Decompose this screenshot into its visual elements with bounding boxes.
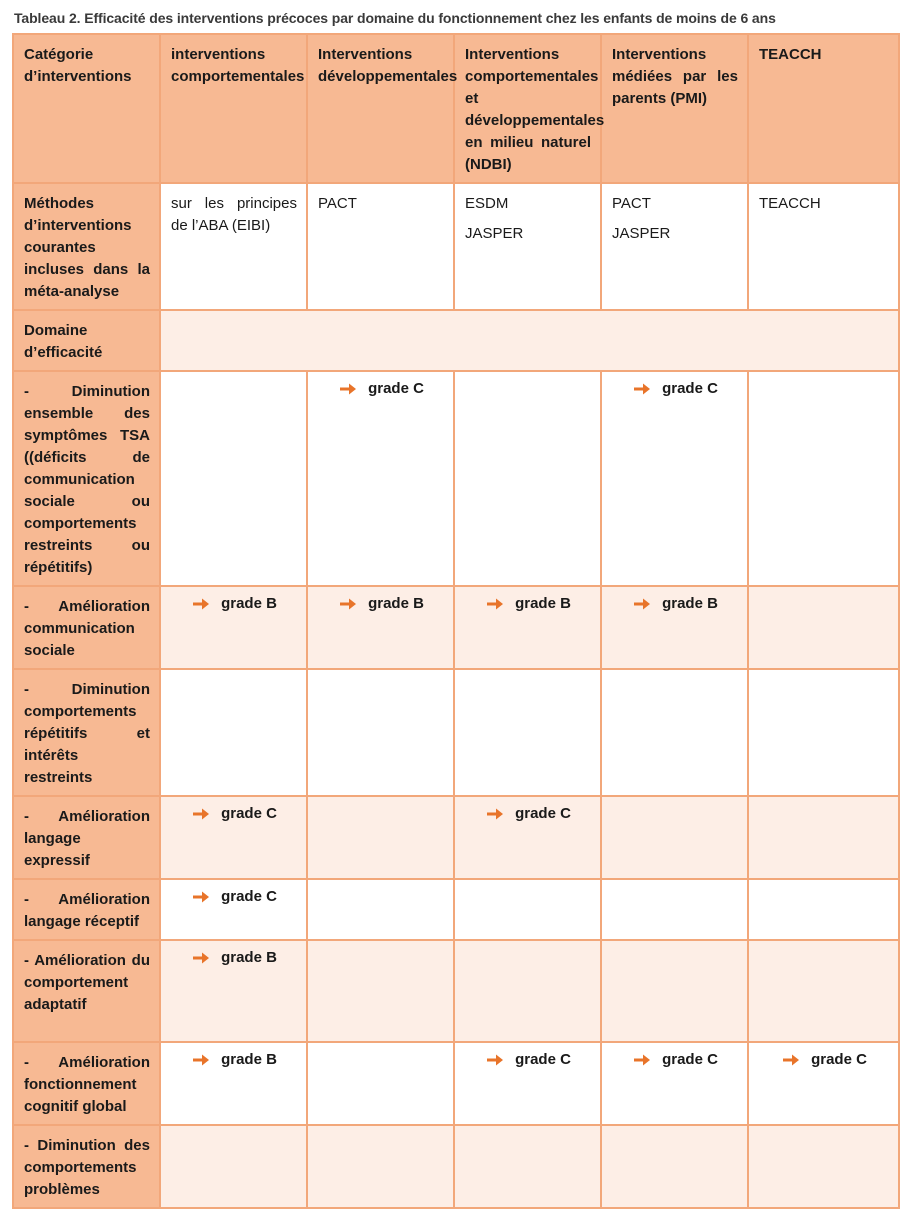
grade-text: grade B <box>221 595 277 612</box>
arrow-right-icon <box>632 1052 652 1068</box>
grade-cell <box>748 879 899 940</box>
methods-cell <box>748 183 899 310</box>
grade-text: grade C <box>662 1051 718 1068</box>
grade-cell <box>454 1125 601 1208</box>
grade-cell <box>748 371 899 586</box>
grade-cell <box>307 586 454 669</box>
grade-badge <box>171 593 297 615</box>
grade-cell <box>307 796 454 879</box>
method-name: JASPER <box>612 225 671 242</box>
grade-badge <box>612 1049 738 1071</box>
arrow-right-icon <box>632 381 652 397</box>
method-name: ESDM <box>465 195 509 212</box>
grade-badge <box>171 947 297 969</box>
domain-row-8 <box>13 1125 899 1208</box>
grade-cell <box>160 940 307 1042</box>
grade-cell <box>160 1042 307 1125</box>
header-category: Catégorie d’interventions <box>13 34 160 183</box>
grade-cell <box>454 586 601 669</box>
grade-badge <box>465 803 591 825</box>
table-caption: Tableau 2. Efficacité des interventions précoces par domaine du fonctionnement chez les enfants de moins de 6 ans <box>14 10 776 26</box>
grade-badge <box>318 378 444 400</box>
arrow-right-icon <box>191 889 211 905</box>
grade-cell <box>160 879 307 940</box>
grade-cell <box>748 796 899 879</box>
grade-cell <box>307 1042 454 1125</box>
method-name: PACT <box>318 195 357 212</box>
domain-row-1 <box>13 371 899 586</box>
header-col-developmental: Interventions développementales <box>307 34 454 183</box>
grade-text: grade B <box>515 595 571 612</box>
grade-badge <box>318 593 444 615</box>
domain-row-5 <box>13 879 899 940</box>
grade-cell <box>748 940 899 1042</box>
grade-text: grade B <box>662 595 718 612</box>
domain-row-6 <box>13 940 899 1042</box>
arrow-right-icon <box>781 1052 801 1068</box>
methods-cell <box>160 183 307 310</box>
grade-text: grade C <box>221 805 277 822</box>
header-col-pmi: Interventions médiées par les parents (PMI) <box>601 34 748 183</box>
domain-row-label: - Diminution des comportements problèmes <box>13 1125 160 1208</box>
methods-label: Méthodes d’interventions courantes incluses dans la méta-analyse <box>13 183 160 310</box>
grade-badge <box>171 803 297 825</box>
grade-text: grade C <box>515 805 571 822</box>
domain-row-4 <box>13 796 899 879</box>
grade-badge <box>171 886 297 908</box>
grade-cell <box>454 669 601 796</box>
header-col-ndbi: Interventions comportementales et développementales en milieu naturel (NDBI) <box>454 34 601 183</box>
domain-label: Domaine d’efficacité <box>13 310 160 371</box>
grade-cell <box>454 940 601 1042</box>
header-col-teacch: TEACCH <box>748 34 899 183</box>
grade-cell <box>601 586 748 669</box>
methods-cell <box>454 183 601 310</box>
grade-cell <box>160 669 307 796</box>
grade-cell <box>160 1125 307 1208</box>
grade-cell <box>307 940 454 1042</box>
method-name: TEACCH <box>759 195 821 212</box>
methods-cell <box>307 183 454 310</box>
grade-badge <box>612 378 738 400</box>
arrow-right-icon <box>485 806 505 822</box>
grade-cell <box>307 879 454 940</box>
grade-text: grade B <box>221 1051 277 1068</box>
grade-badge <box>465 1049 591 1071</box>
domain-row-label: - Amélioration langage expressif <box>13 796 160 879</box>
grade-cell <box>748 1125 899 1208</box>
grade-cell <box>454 371 601 586</box>
efficacy-table <box>12 33 900 1209</box>
grade-text: grade C <box>515 1051 571 1068</box>
arrow-right-icon <box>191 596 211 612</box>
domain-row-3 <box>13 669 899 796</box>
arrow-right-icon <box>632 596 652 612</box>
methods-row <box>13 183 899 310</box>
grade-cell <box>307 669 454 796</box>
grade-text: grade C <box>221 888 277 905</box>
domain-row-label: - Amélioration langage réceptif <box>13 879 160 940</box>
arrow-right-icon <box>485 596 505 612</box>
grade-cell <box>601 371 748 586</box>
methods-cell <box>601 183 748 310</box>
grade-cell <box>454 1042 601 1125</box>
grade-cell <box>601 940 748 1042</box>
header-col-behavioural: interventions comportementales <box>160 34 307 183</box>
grade-cell <box>454 796 601 879</box>
arrow-right-icon <box>191 950 211 966</box>
arrow-right-icon <box>338 381 358 397</box>
grade-cell <box>601 879 748 940</box>
grade-cell <box>307 1125 454 1208</box>
grade-text: grade B <box>221 949 277 966</box>
grade-text: grade B <box>368 595 424 612</box>
grade-cell <box>454 879 601 940</box>
grade-text: grade C <box>662 380 718 397</box>
domain-row-label: - Diminution ensemble des symptômes TSA ((déficits de communication sociale ou comportements restreints ou répétitifs) <box>13 371 160 586</box>
domain-spacer <box>160 310 899 371</box>
header-row <box>13 34 899 183</box>
arrow-right-icon <box>485 1052 505 1068</box>
grade-cell <box>748 669 899 796</box>
domain-row-label: - Amélioration du comportement adaptatif <box>13 940 160 1042</box>
grade-cell <box>160 796 307 879</box>
domain-row-label: - Amélioration fonctionnement cognitif global <box>13 1042 160 1125</box>
grade-badge <box>465 593 591 615</box>
table-body <box>13 34 899 1208</box>
grade-cell <box>601 1125 748 1208</box>
grade-badge <box>759 1049 889 1071</box>
domain-row <box>13 310 899 371</box>
grade-cell <box>601 796 748 879</box>
method-name: sur les principes de l’ABA (EIBI) <box>171 195 297 234</box>
grade-cell <box>748 586 899 669</box>
domain-row-2 <box>13 586 899 669</box>
domain-row-label: - Diminution comportements répétitifs et intérêts restreints <box>13 669 160 796</box>
grade-text: grade C <box>811 1051 867 1068</box>
arrow-right-icon <box>338 596 358 612</box>
grade-cell <box>748 1042 899 1125</box>
domain-row-label: - Amélioration communication sociale <box>13 586 160 669</box>
grade-badge <box>612 593 738 615</box>
grade-cell <box>307 371 454 586</box>
arrow-right-icon <box>191 806 211 822</box>
arrow-right-icon <box>191 1052 211 1068</box>
method-name: PACT <box>612 195 651 212</box>
domain-row-7 <box>13 1042 899 1125</box>
grade-cell <box>601 1042 748 1125</box>
method-name: JASPER <box>465 225 524 242</box>
grade-cell <box>601 669 748 796</box>
grade-cell <box>160 371 307 586</box>
grade-cell <box>160 586 307 669</box>
grade-badge <box>171 1049 297 1071</box>
grade-text: grade C <box>368 380 424 397</box>
